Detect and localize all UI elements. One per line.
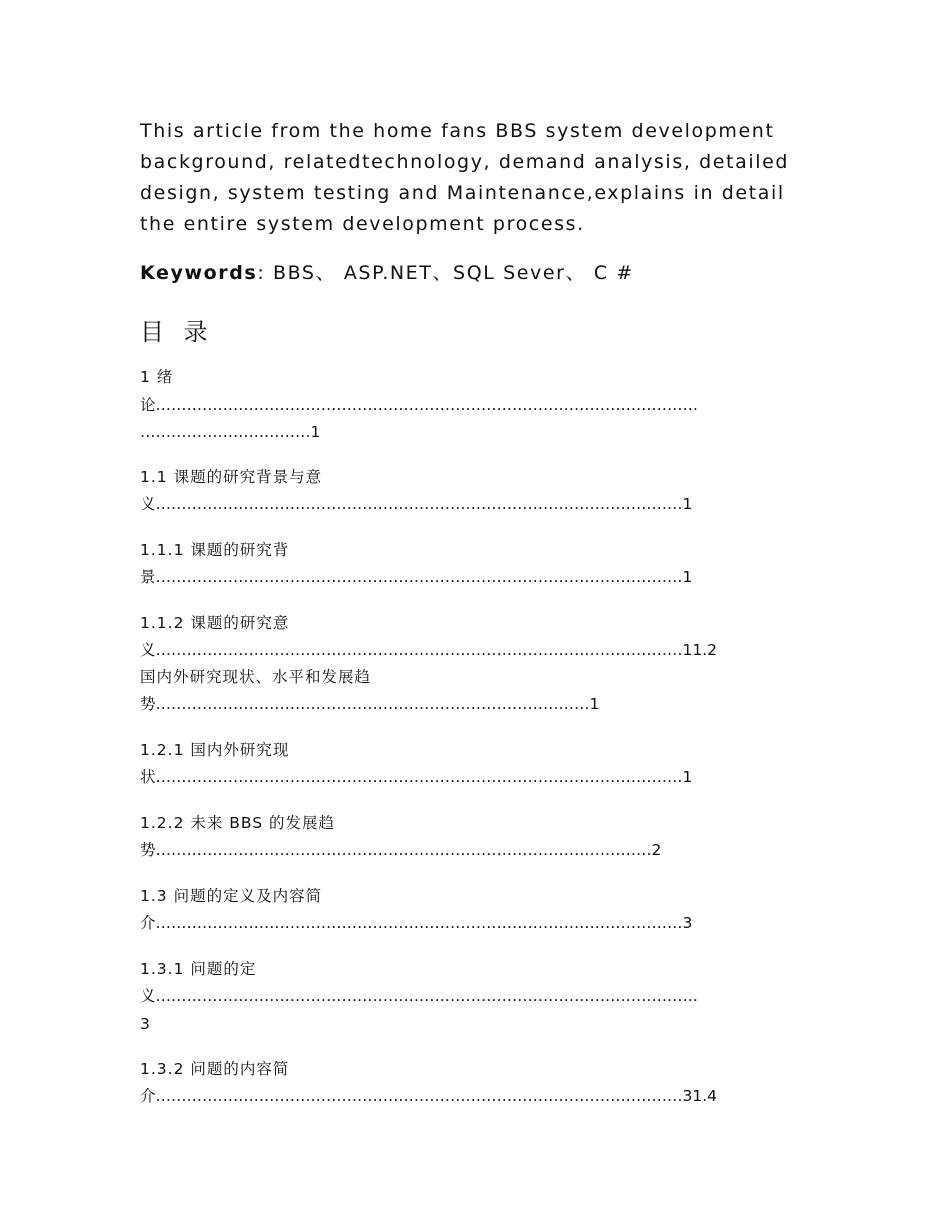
- toc-entry-title: 1.2.2 未来 BBS 的发展趋: [140, 814, 336, 832]
- toc-entry-title: 1 绪: [140, 368, 174, 386]
- abstract-line: background, relatedtechnology, demand analysis, detailed: [140, 151, 790, 173]
- toc-entry-title: 1.3 问题的定义及内容简: [140, 887, 323, 905]
- toc-entry-dots: 介…………………………………………………………………………………………3: [140, 914, 693, 932]
- toc-entry-title: 1.3.1 问题的定: [140, 960, 257, 978]
- toc-entry-title: 1.1.2 课题的研究意: [140, 614, 290, 632]
- toc-entry-dots: 景…………………………………………………………………………………………1: [140, 568, 693, 586]
- toc-entry-title: 1.1 课题的研究背景与意: [140, 468, 323, 486]
- toc-title: 目 录: [140, 318, 214, 346]
- toc-entry-dots: 义…………………………………………………………………………………………1: [140, 495, 693, 513]
- toc-entry-dots: 论……………………………………………………………………………………………: [140, 396, 699, 414]
- toc-entry-dots: 状…………………………………………………………………………………………1: [140, 768, 693, 786]
- abstract-line: the entire system development process.: [140, 213, 585, 235]
- toc-entry-dots: 义…………………………………………………………………………………………11.2: [140, 641, 718, 659]
- toc-entry-title: 1.1.1 课题的研究背: [140, 541, 290, 559]
- toc-entry-dots: 势……………………………………………………………………………………2: [140, 841, 662, 859]
- toc-entry-page: 3: [140, 1015, 151, 1033]
- toc-entry-dots: 义……………………………………………………………………………………………: [140, 987, 699, 1005]
- toc-entry-dots: 介…………………………………………………………………………………………31.4: [140, 1087, 718, 1105]
- keywords-label: Keywords: [140, 262, 258, 284]
- abstract-line: design, system testing and Maintenance,explains in detail: [140, 182, 785, 204]
- toc-entry-title: 1.2.1 国内外研究现: [140, 741, 290, 759]
- abstract-line: This article from the home fans BBS system development: [140, 120, 775, 142]
- keywords-text: : BBS、 ASP.NET、SQL Sever、 C #: [257, 262, 634, 284]
- abstract-paragraph: [140, 116, 810, 240]
- toc-entry-title: 1.3.2 问题的内容简: [140, 1060, 290, 1078]
- toc-entry-page: ……………………………1: [140, 423, 321, 441]
- toc-entry-dots: 势…………………………………………………………………………1: [140, 695, 600, 713]
- keywords-line: [140, 258, 634, 285]
- toc-entry-title: 国内外研究现状、水平和发展趋: [140, 668, 372, 686]
